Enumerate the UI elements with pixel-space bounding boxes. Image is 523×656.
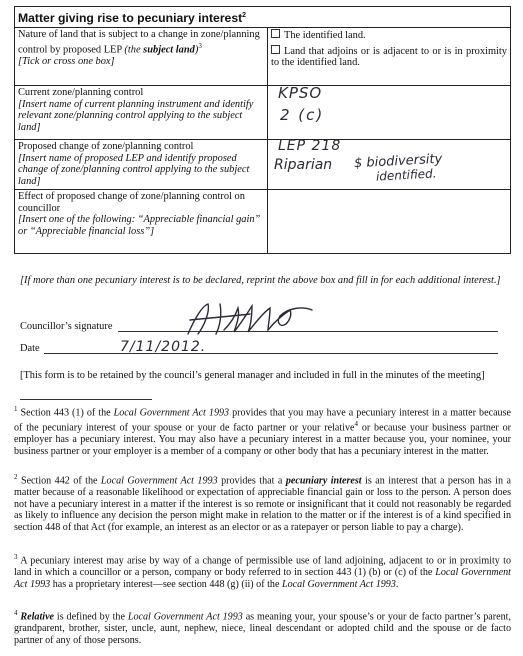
footnote-separator: [20, 399, 152, 400]
proposed-change-label: Proposed change of zone/planning control [Insert name of proposed LEP and identify proposed change of zone/planning control applying to the subject land]: [15, 140, 268, 190]
footnote-2: $^2$ Section 442 of the Local Government Act 1993 provides that a pecuniary interest is an interest that a person has in a matter because of a reasonable likelihood or expectation of appreciable financial gain or loss to the person. A person does not have a pecuniary interest in a matter if the interest is so remote or insignificant that it could not reasonably be regarded as likely to influence any decision the person might make in relation to the matter or if the interest is of a kind specified in section 448 of that Act (for example, an interest as an elector or as a ratepayer or person liable to pay a charge).: [14, 473, 511, 533]
identified-land-option[interactable]: The identified land.: [271, 29, 507, 42]
land-nature-options: [268, 28, 511, 86]
identified-land-checkbox[interactable]: [271, 29, 280, 38]
effect-field[interactable]: [268, 190, 511, 254]
current-zone-handwriting-2: 2 (c): [280, 106, 325, 125]
adjacent-land-option[interactable]: Land that adjoins or is adjacent to or is in proximity to the identified land.: [271, 45, 507, 69]
proposed-change-handwriting-2: Riparian: [274, 157, 333, 174]
signature-mark: [180, 300, 330, 342]
current-zone-label: Current zone/planning control [Insert name of current planning instrument and identify relevant zone/planning control applying to the subject land]: [15, 86, 268, 140]
effect-label: Effect of proposed change of zone/planning control on councillor [Insert one of the following: “Appreciable financial gain” or “Appreciable financial loss”]: [15, 190, 268, 254]
footnote-4: $^4$ Relative is defined by the Local Government Act 1993 as meaning your, your spouse’s or your de facto partner’s parent, grandparent, brother, sister, uncle, aunt, nephew, niece, lineal descendant or adopted child and the spouse or de facto partner of any of those persons.: [14, 609, 512, 646]
table-title: Matter giving rise to pecuniary interest$^2$: [15, 7, 511, 28]
proposed-change-handwriting-3: $ biodiversity: [353, 151, 443, 172]
footnote-1: $^1$ Section 443 (1) of the Local Government Act 1993 provides that you may have a pecuniary interest in a matter because of the pecuniary interest of your spouse or your de facto partner or your relative$^4$ or because your business partner or employer has a pecuniary interest. You may also have a pecuniary interest in a matter because you, your nominee, your business partner or your employer is a member of a company or other body that has a pecuniary interest in the matter.: [14, 405, 511, 457]
date-handwriting: 7/11/2012.: [120, 339, 207, 355]
reprint-note: [If more than one pecuniary interest is to be declared, reprint the above box and fill in for each additional interest.]: [20, 275, 501, 286]
current-zone-field[interactable]: [268, 86, 511, 140]
tick-instruction: [Tick or cross one box]: [18, 55, 115, 67]
pecuniary-interest-table: [14, 6, 511, 254]
retain-note: [This form is to be retained by the council’s general manager and included in full in the minutes of the meeting]: [20, 370, 485, 381]
proposed-change-handwriting-1: LEP 218: [278, 138, 342, 155]
proposed-change-handwriting-4: identified.: [375, 166, 437, 184]
adjacent-land-checkbox[interactable]: [271, 45, 280, 54]
signature-label: Councillor’s signature: [20, 321, 113, 332]
current-zone-handwriting-1: KPSO: [278, 84, 323, 103]
date-label: Date: [20, 343, 40, 354]
date-line[interactable]: [44, 353, 498, 354]
proposed-change-field[interactable]: [268, 140, 511, 190]
land-nature-label: Nature of land that is subject to a change in zone/planning control by proposed LEP (the subject land)$^3$ [Tick or cross one box]: [15, 28, 268, 86]
footnote-3: $^3$ A pecuniary interest may arise by way of a change of permissible use of land adjoining, adjacent to or in proximity to land in which a councillor or a person, company or body referred to in section 443 (1) (b) or (c) of the Local Government Act 1993 has a proprietary interest—see section 448 (g) (ii) of the Local Government Act 1993.: [14, 553, 512, 590]
